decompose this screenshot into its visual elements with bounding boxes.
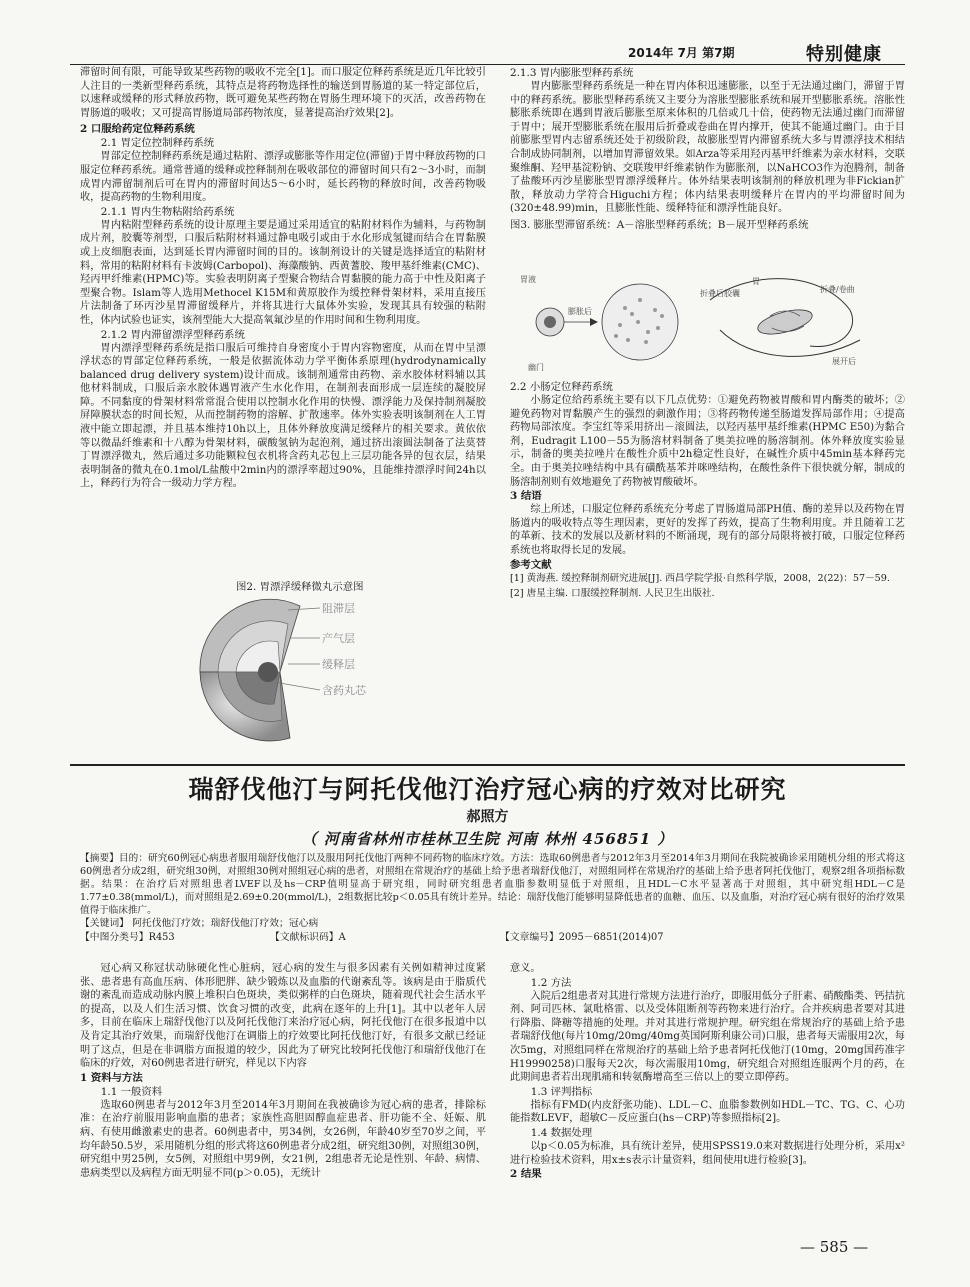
fig2-diagram <box>170 592 420 752</box>
fig3-diagram <box>520 270 900 376</box>
fig3-caption: 图3. 膨胀型滞留系统：A－溶胀型释药系统；B－展开型释药系统 <box>510 218 809 231</box>
article2-author: 郝照方 <box>466 809 509 825</box>
article2-abstract <box>80 852 905 945</box>
a2-s13-text: 指标有FMD(内皮舒张功能)、LDL－C、血脂参数例如HDL－TC、TG、C、心功能指数LEVF，超敏C－反应蛋白(hs－CRP)等参照指标[2]。 <box>510 1099 905 1125</box>
fig3-label-5: 折叠/卷曲 <box>820 285 855 294</box>
s213-text: 胃内膨胀型释药系统是一种在胃内体积迅速膨胀，以至于无法通过幽门，滞留于胃中的释药系统。膨胀型释药系统又主要分为溶胀型膨胀系统和展开型膨胀系统。溶胀性膨胀系统即在遇到胃液后膨胀至原来体积的几倍或几十倍，使药物无法通过幽门而滞留于胃中；展开型膨胀系统在服用后折叠或卷曲在胃内撑开，使其不能通过幽门。由于目前膨胀型胃内志留系统还处于初级阶段，故膨胀型胃内滞留系统大多与胃漂浮技术相结合制成协同制剂，以增加胃滞留效果。如Arza等采用羟丙基甲纤维素为亲水材料，交联聚维酮、羟甲基淀粉钠、交联羧甲纤维素钠作为膨胀剂，以NaHCO3作为泡腾剂，制备了盐酸环丙沙星膨胀型胃漂浮缓释片。体外结果表明该制剂的释放机理为非Fickian扩散，释放动力学符合Higuchi方程；体内结果表明缓释片在胃内的平均滞留时间为(320±48.99)min，且膨胀性能、缓释特征和漂浮性能良好。 <box>510 81 905 215</box>
fig2-label-0: 阻滞层 <box>322 602 355 615</box>
left-intro: 滞留时间有限，可能导致某些药物的吸收不完全[1]。而口服定位释药系统是近几年比较引人注目的一类新型释药系统，其特点是将药物选择性的输送到胃肠道的某一特定部位后，以速释或缓释的形式释放药物，既可避免某些药物在胃肠生理环境下的灭活，改善药物在胃肠道的吸收；又可提高胃肠道局部药物浓度，显著提高治疗效果[2]。 <box>80 67 486 119</box>
fig2-label-1: 产气层 <box>322 632 355 645</box>
s22-text: 小肠定位给药系统主要有以下几点优势：①避免药物被胃酸和胃内酶类的破坏；②避免药物对胃黏膜产生的强烈的刺激作用；③将药物传递至肠道发挥局部作用；④提高药物局部浓度。李宝红等采用挤出－滚圆法，以羟丙基甲基纤维素(HPMC E50)为黏合剂，Eudragit L100－55为肠溶材料制备了奥美拉唑的肠溶制剂。体外释放度实验显示，制备的奥美拉唑片在酸性介质中2h稳定性良好，在碱性介质中45min基本释药完全。由于奥美拉唑结构中具有磺酰基苯并咪唑结构，在酸性条件下很快就分解，制成的肠溶制剂则有效地避免了药物被胃酸破坏。 <box>510 395 905 488</box>
a2-s2-title: 2 结果 <box>510 1168 542 1181</box>
fig3-label-3: 胃 <box>752 277 760 286</box>
s211-title: 2.1.1 胃内生物粘附给药系统 <box>100 205 235 218</box>
s212-title: 2.1.2 胃内滞留漂浮型释药系统 <box>100 328 245 341</box>
article2-affiliation: （ 河南省林州市桂林卫生院 河南 林州 456851 ） <box>301 830 674 848</box>
clc-code: 【中图分类号】R453 <box>80 932 175 943</box>
article-separator <box>70 764 905 766</box>
s3-title: 3 结语 <box>510 490 542 503</box>
ref-1: [1] 黄海燕. 缓控释制剂研究进展[J]. 西昌学院学报·自然科学版，2008，2(22)：57－59. <box>510 572 890 584</box>
a2-s14-title: 1.4 数据处理 <box>530 1126 593 1139</box>
article2-title: 瑞舒伐他汀与阿托伐他汀治疗冠心病的疗效对比研究 <box>188 775 787 804</box>
a2-s11-text: 选取60例患者与2012年3月至2014年3月期间在我被确诊为冠心病的患者，排除标准：在治疗前服用影响血脂的患者；家族性高胆固醇血症患者、肝功能不全、妊娠、肌病、有使用雌激素史的患者。60例患者中，男34例，女26例，年龄40岁至70岁之间，平均年龄50.5岁，采用随机分组的形式将这60例患者分成2组，研究组30例，对照组30例，研究组中男25例，女5例，对照组中男9例，女21例，2组患者无论是性别、年龄、病情、患病类型以及病程方面无明显不同(p＞0.05)，无统计 <box>80 1099 486 1179</box>
abstract-text: 【摘要】目的：研究60例冠心病患者服用瑞舒伐他汀以及服用阿托伐他汀两种不同药物的临床疗效。方法：选取60例患者与2012年3月至2014年3月期间在我院被确诊采用随机分组的形式将这60例患者分成2组，研究组30例，对照组30例对照组冠心病的患者，对照组在常规治疗的基础上给予患者瑞舒伐他汀，对照组同样在常规治疗的基础上给予患者阿托伐他汀，观察2组各项指标数据。结果：在治疗后对照组患者LVEF以及hs－CRP值明显高于研究组，同时研究组患者血脂参数明显低于对照组，且HDL－C水平显著高于对照组，其中研究组HDL－C是1.77±0.38(mmol/L)，而对照组是2.69±0.20(mmol/L)，2组数据比较p＜0.05具有统计差异。结论：瑞舒伐他汀能够明显降低患者的血糖、血压、以及血脂，对治疗冠心病有很好的治疗效果值得于临床推广。 <box>80 853 905 916</box>
fig3-label-1: 膨胀后 <box>568 307 592 316</box>
a2-s13-title: 1.3 评判指标 <box>530 1085 593 1098</box>
fig3-label-4: 折叠后胶囊 <box>700 289 740 298</box>
ref-2: [2] 唐星主编. 口服缓控释制剂. 人民卫生出版社. <box>510 587 715 599</box>
page-number: — 585 — <box>800 1238 869 1256</box>
header-brand: 特别健康 <box>806 44 882 65</box>
s2-title: 2 口服给药定位释药系统 <box>80 123 195 136</box>
refs-title: 参考文献 <box>510 558 552 571</box>
fig3-label-0: 胃液 <box>520 275 536 284</box>
a2-s12-text: 入院后2组患者对其进行常规方法进行治疗，即服用低分子肝素、硝酸酯类、钙拮抗剂、阿司匹林、氯吡格雷、以及受体阻断剂等药物来进行治疗。合并疾病患者要对其进行降脂、降糖等措施的处理。并对其进行常规护理。研究组在常规治疗的基础上给予患者瑞舒伐他(每片10mg/20mg/40mg英国阿斯利康公司)口服，患者每天需服用2次，每次5mg，对照组同样在常规治疗的基础上给予患者阿托伐他汀(10mg，20mg国药准字H19990258)口服每天2次，每次需服用10mg，研究组合对照组连服两个月的药，在此期间患者若出现肌痛和转氨酶增高至三倍以上的要立即停药。 <box>510 990 905 1084</box>
fig3-panel-b <box>700 277 860 366</box>
header-rule <box>70 64 905 65</box>
a2-right-cont: 意义。 <box>510 963 541 974</box>
header-issue: 2014年 7月 第7期 <box>628 46 735 60</box>
article2-right-column <box>510 962 905 1181</box>
classification-row <box>80 931 905 945</box>
s213-title: 2.1.3 胃内膨胀型释药系统 <box>510 67 634 79</box>
keywords: 【关键词】 阿托伐他汀疗效；瑞舒伐他汀疗效；冠心病 <box>80 918 319 929</box>
s3-text: 综上所述，口服定位释药系统充分考虑了胃肠道局部PH值、酶的差异以及药物在胃肠道内的吸收特点等生理因素，更好的发挥了药效，提高了生物利用度。并且随着工艺的革新、技术的发展以及新材料的不断涌现，现有的部分局限将被打破，口服定位释药系统也将取得长足的发展。 <box>510 504 905 556</box>
a2-s1-title: 1 资料与方法 <box>80 1071 143 1084</box>
a2-s11-title: 1.1 一般资料 <box>100 1085 163 1098</box>
article1-left-column <box>80 66 486 491</box>
a2-s14-text: 以p＜0.05为标准，具有统计差异，使用SPSS19.0来对数据进行处理分析，采用x²进行检验技术资料，用x±s表示计量资料，组间使用t进行检验[3]。 <box>510 1140 905 1166</box>
fig3-label-6: 展开后 <box>832 357 856 366</box>
doc-code: 【文献标识码】A <box>270 932 346 943</box>
s21-text: 胃部定位控制释药系统是通过粘附、漂浮或膨胀等作用定位(滞留)于胃中释放药物的口服定位释药系统。通常普通的缓释或控释制剂在吸收部位的滞留时间只有2～3小时，而制成胃内滞留制剂后可在胃内的滞留时间达5～6小时，延长药物的释放时间，改善药物吸收，提高药物的生物利用度。 <box>80 151 486 204</box>
article1-right-column <box>510 66 905 232</box>
fig3-label-2: 幽门 <box>528 363 544 372</box>
article2-left-column <box>80 962 486 1180</box>
s22-title: 2.2 小肠定位释药系统 <box>510 381 613 393</box>
article2-intro: 冠心病又称冠状动脉硬化性心脏病，冠心病的发生与很多因素有关例如精神过度紧张、患者患有高血压病、体形肥胖、缺少锻炼以及血脂的代谢紊乱等。该病是由于脂质代谢的紊乱而造成动脉内膜上堆积白色斑块，类似粥样的白色斑块，随着现代社会生活水平的提高，以及人们生活习惯、饮食习惯的改变，此病在逐年的上升[1]。其中以老年人居多，目前在临床上瑞舒伐他汀以及阿托伐他汀来治疗冠心病，阿托伐他汀在很多报道中以及肯定其治疗效果，而瑞舒伐他汀在调脂上的疗效要比阿托伐他汀好，有很多文献已经证明了这点，但是在非调脂方面报道的较少，因此为了研究比较阿托伐他汀和瑞舒伐他汀在临床的疗效，对60例患者进行研究，样见以下内容 <box>80 963 486 1070</box>
fig2-label-3: 含药丸芯 <box>322 684 366 697</box>
article1-right-column-lower <box>510 380 905 600</box>
article-number: 【文章编号】2095－6851(2014)07 <box>500 932 664 943</box>
fig2-label-2: 缓释层 <box>322 658 355 671</box>
s211-text: 胃内粘附型释药系统的设计原理主要是通过采用适宜的粘附材料作为辅料，与药物制成片剂，胶囊等剂型，口服后粘附材料通过静电吸引或由于水化形成氢键而结合在胃黏膜或上皮细胞表面，达到延长胃内滞留时间的目的。该制剂设计的关键是选择适宜的粘附材料，常用的粘附材料有卡波姆(Carbopol)、海藻酸钠、西黄蓍胶、羧甲基纤维素(CMC)、羟丙甲纤维素(HPMC)等。实验表明阴离子型聚合物结合胃黏膜的能力高于中性及阳离子型聚合物。Islam等人选用Methocel K15M和黄原胶作为缓控释骨架材料，采用直接压片法制备了环丙沙星胃滞留缓释片，并将其进行大鼠体外实验，发现其具有较强的粘附性，体内试验也证实，该剂型能大大提高氧氟沙星的作用时间和生物利用度。 <box>80 219 486 326</box>
fig2-caption: 图2. 胃漂浮缓释微丸示意图 <box>236 581 364 593</box>
fig3-panel-a <box>520 274 678 372</box>
s21-title: 2.1 胃定位控制释药系统 <box>100 137 215 150</box>
a2-s12-title: 1.2 方法 <box>530 976 572 989</box>
s212-text: 胃内漂浮型释药系统是指口服后可维持自身密度小于胃内容物密度，从而在胃中呈漂浮状态的胃部定位释药系统，一般是依据流体动力学平衡体系原理(hydrodynamically balanced drug delivery system)设计而成。该制剂通常由药物、亲水胶体材料辅以其他材料制成，口服后亲水胶体遇胃液产生水化作用，在制剂表面形成一层连续的凝胶屏障。不同黏度的骨架材料常常混合使用以控制水化作用的快慢、漂浮能力及保持制剂凝胶屏障膜状态的时间长短，从而控制药物的溶解、扩散速率。体外实验表明该制剂在人工胃液中能立即起漂，并且基本维持10h以上，且体外释放度满足缓释片的相关要求。黄依依等以微晶纤维素和十八醇为骨架材料，碳酸氢钠为起泡剂，通过挤出滚圆法制备了法莫替丁胃漂浮微丸，然后通过多功能颗粒包衣机将含药丸芯包上三层功能各异的包衣层，结果表明制备的微丸在0.1mol/L盐酸中2min内的漂浮率超过90%，且能维持漂浮时间24h以上，释药行为符合一级动力学方程。 <box>80 342 486 490</box>
